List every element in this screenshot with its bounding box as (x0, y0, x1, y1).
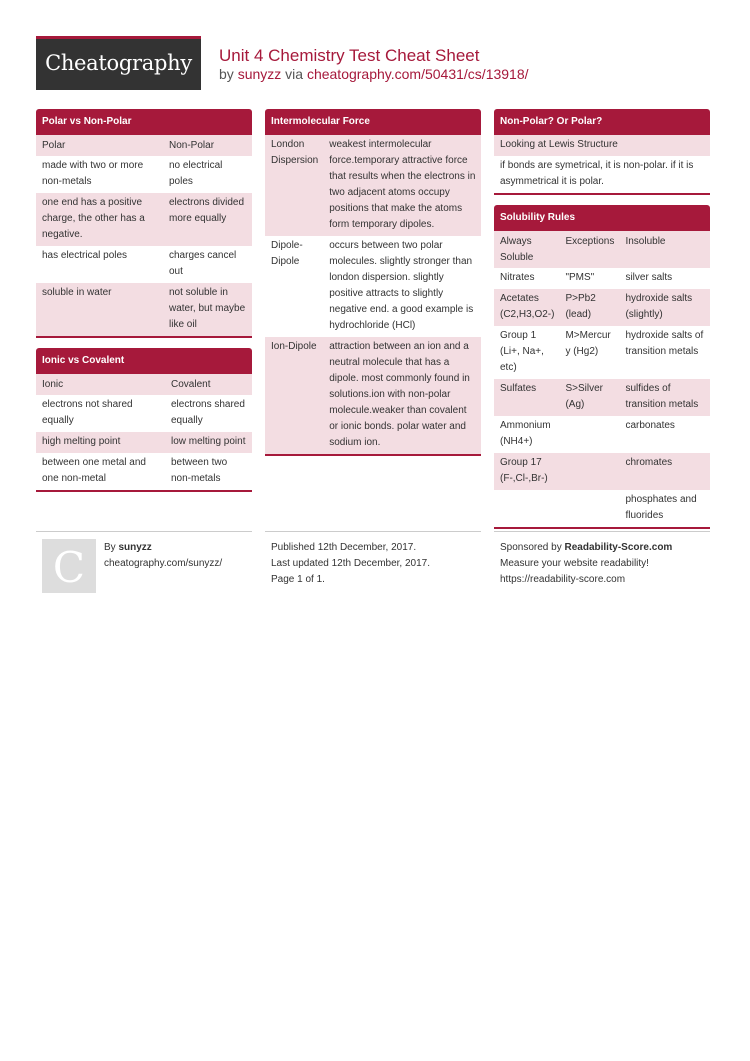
table-cell: silver salts (625, 272, 673, 283)
solubility-rules-table (494, 231, 710, 527)
table-cell: weakest intermolecular force.temporary attractive force that results when the electrons in two adjacent atoms occupy positions that make the atoms form temporary dipoles. (323, 135, 481, 236)
page-number: Page 1 of 1. (271, 574, 325, 585)
table-cell: one end has a positive charge, the other has a negative. (36, 193, 163, 246)
nonpolar-or-polar-box (494, 109, 710, 195)
table-cell: Covalent (165, 374, 252, 395)
sponsor-tagline: Measure your website readability! (500, 558, 649, 569)
intermolecular-force-box (265, 109, 481, 456)
nonpolar-or-polar-title: Non-Polar? Or Polar? (494, 109, 710, 135)
table-cell: P>Pb2 (lead) (559, 289, 619, 326)
table-cell: Group 17 (F-,Cl-,Br-) (494, 453, 559, 490)
logo-text: Cheatography (45, 51, 192, 75)
table-row (494, 326, 710, 379)
table-row (36, 453, 252, 490)
table-cell: low melting point (165, 432, 252, 453)
avatar (42, 539, 96, 593)
table-cell: has electrical poles (42, 250, 128, 261)
table-cell: between one metal and one non-metal (42, 457, 146, 484)
table-cell: Insoluble (619, 231, 710, 268)
table-row (36, 395, 252, 432)
table-cell: chromates (619, 453, 710, 490)
sponsored-by-label: Sponsored by (500, 542, 562, 553)
table-cell: Nitrates (500, 272, 535, 283)
table-row (36, 135, 252, 156)
table-row (494, 453, 710, 490)
polar-vs-nonpolar-title: Polar vs Non-Polar (36, 109, 252, 135)
solubility-rules-title: Solubility Rules (494, 205, 710, 231)
byline-author-link[interactable]: sunyzz (237, 66, 282, 82)
table-cell (494, 490, 559, 527)
table-cell: Acetates (C2,H3,O2-) (494, 289, 559, 326)
ionic-vs-covalent-table (36, 374, 252, 490)
page-title: Unit 4 Chemistry Test Cheat Sheet (219, 46, 480, 65)
table-cell: London Dispersion (265, 135, 323, 236)
footer-author-link[interactable]: cheatography.com/sunyzz/ (104, 558, 223, 569)
ionic-vs-covalent-box (36, 348, 252, 492)
table-cell: S>Silver (Ag) (559, 379, 619, 416)
table-cell: Exceptions (559, 231, 619, 268)
list-item: if bonds are symetrical, it is non-polar. if it is asymmetrical it is polar. (500, 160, 694, 187)
table-cell (559, 453, 619, 490)
sponsor-line (500, 540, 672, 556)
byline-by: by (219, 66, 234, 82)
table-cell: "PMS" (565, 272, 595, 283)
table-cell: attraction between an ion and a neutral molecule that has a dipole. most commonly found in solutions.ion with non-polar molecule.weaker than covalent or ionic bonds. polar water and sodium ion. (323, 337, 481, 454)
footer-by-label: By (104, 542, 116, 553)
table-cell: hydroxide salts of transition metals (625, 330, 704, 357)
updated-date: Last updated 12th December, 2017. (271, 558, 431, 569)
table-cell: high melting point (36, 432, 165, 453)
table-cell (559, 416, 619, 453)
table-cell: electrons not shared equally (42, 399, 133, 426)
table-cell: Ion-Dipole (265, 337, 323, 454)
footer-author-name: sunyzz (118, 542, 152, 553)
table-cell: electrons shared equally (171, 399, 245, 426)
table-row (36, 283, 252, 336)
table-cell: Non-Polar (163, 135, 252, 156)
footer-divider (494, 531, 710, 532)
table-cell: Always Soluble (494, 231, 559, 268)
column-2 (265, 109, 481, 466)
byline-via: via (285, 66, 304, 82)
table-row (36, 193, 252, 246)
solubility-rules-box (494, 205, 710, 529)
table-row (494, 379, 710, 416)
intermolecular-force-table (265, 135, 481, 454)
table-row (494, 289, 710, 326)
table-row (265, 236, 481, 337)
table-cell: no electrical poles (169, 160, 223, 187)
sponsor-name: Readability-Score.com (564, 542, 673, 553)
byline (219, 66, 529, 82)
table-cell: Polar (36, 135, 163, 156)
footer-divider (265, 531, 481, 532)
table-cell: Ammonium (NH4+) (500, 420, 551, 447)
table-cell: M>Mercury (Hg2) (565, 330, 611, 357)
table-cell: electrons divided more equally (163, 193, 252, 246)
table-row (494, 268, 710, 289)
table-row (36, 156, 252, 193)
cheatography-logo[interactable] (36, 36, 201, 90)
logo-accent-bar (36, 36, 201, 39)
sponsor-link[interactable]: https://readability-score.com (500, 574, 626, 585)
table-cell: charges cancel out (169, 250, 237, 277)
table-cell: occurs between two polar molecules. slightly stronger than london dispersion. slightly positive attracts to slightly negative end. a good example is hydrochloride (HCl) (329, 240, 474, 331)
table-row (36, 246, 252, 283)
table-cell: Sulfates (494, 379, 559, 416)
table-cell: hydroxide salts (slightly) (619, 289, 710, 326)
table-cell: made with two or more non-metals (42, 160, 144, 187)
polar-vs-nonpolar-box (36, 109, 252, 338)
table-cell: Ionic (36, 374, 165, 395)
table-row (494, 231, 710, 268)
table-cell: carbonates (625, 420, 675, 431)
table-cell: not soluble in water, but maybe like oil (163, 283, 252, 336)
column-1 (36, 109, 252, 502)
table-cell: phosphates and fluorides (625, 494, 697, 521)
intermolecular-force-title: Intermolecular Force (265, 109, 481, 135)
table-cell: between two non-metals (171, 457, 228, 484)
table-row (494, 416, 710, 453)
footer-divider (36, 531, 252, 532)
table-row (36, 432, 252, 453)
table-cell: Group 1 (Li+, Na+, etc) (500, 330, 544, 373)
ionic-vs-covalent-title: Ionic vs Covalent (36, 348, 252, 374)
avatar-letter: C (52, 543, 86, 592)
polar-vs-nonpolar-table (36, 135, 252, 336)
column-3 (494, 109, 710, 539)
table-row (265, 135, 481, 236)
table-row (36, 374, 252, 395)
table-row (265, 337, 481, 454)
table-cell: Dipole-Dipole (271, 240, 303, 267)
list-item: Looking at Lewis Structure (494, 135, 710, 156)
table-cell: sulfides of transition metals (619, 379, 710, 416)
table-cell: soluble in water (36, 283, 163, 336)
table-row (494, 490, 710, 527)
table-cell (559, 490, 619, 527)
footer-author (104, 540, 152, 556)
published-date: Published 12th December, 2017. (271, 542, 417, 553)
byline-url-link[interactable]: cheatography.com/50431/cs/13918/ (306, 66, 529, 82)
